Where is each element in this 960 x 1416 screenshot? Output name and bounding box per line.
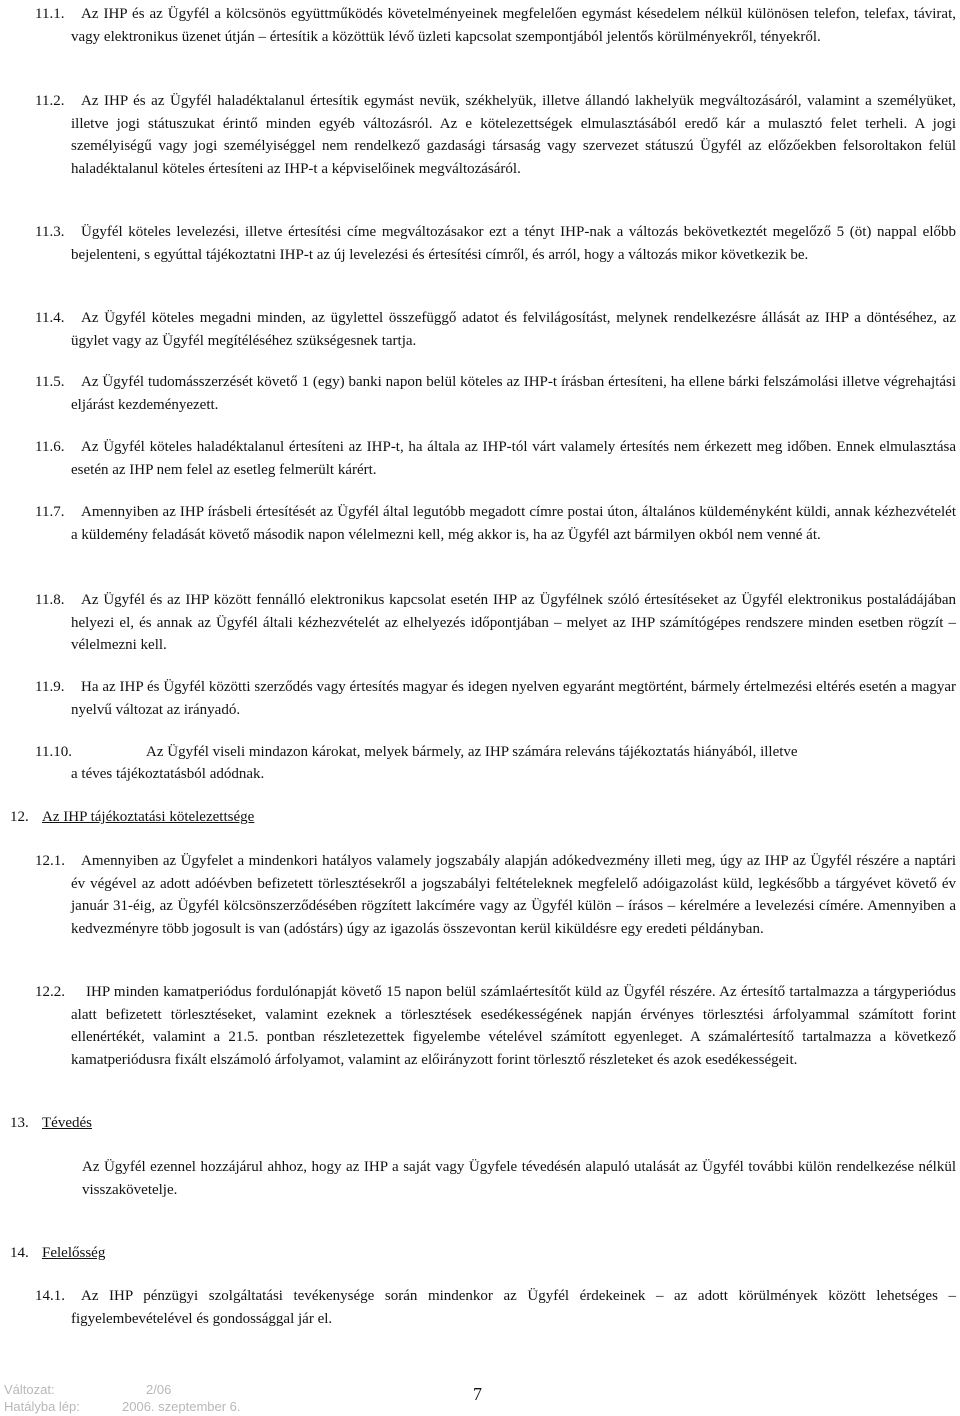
page-number: 7 bbox=[473, 1384, 482, 1404]
section-number: 11.6. bbox=[35, 439, 65, 455]
section-11-3-text: Ügyfél köteles levelezési, illetve értesítési címe megváltozásakor ezt a tényt IHP-nak a változás bekövetkeztét megelőző 5 (öt) nappal előbb bejelenteni, s egyúttal tájékoztatni IHP-t az új levelezési és értesítési címről, és arról, hogy a változás mikor következik be. bbox=[71, 224, 956, 263]
section-13-text: Az Ügyfél ezennel hozzájárul ahhoz, hogy az IHP a saját vagy Ügyfele tévedésén alapuló utalását az Ügyfél további külön rendelkezése nélkül visszakövetelje. bbox=[82, 1159, 956, 1198]
section-number: 11.10. bbox=[35, 744, 72, 760]
section-number: 12.1. bbox=[35, 853, 65, 869]
section-12-2-text: IHP minden kamatperiódus fordulónapját követő 15 napon belül számlaértesítőt küld az Ügyfél részére. Az értesítő tartalmazza a tárgyperiódus alatt befizetett törlesztéseket, valamint ezeknek a törlesztések esedékességének napján érvényes törlesztési árfolyammal számított forint ellenértékét, valamint a 21.5. pontban részletezettek figyelembe vételével számított egyenleget. A számalértesítő tartalmazza a következő kamatperiódusra fixált elszámoló árfolyamot, valamint az előirányzott forint törlesztő részleteket és azok esedékességeit. bbox=[71, 984, 956, 1068]
section-11-9-text: Ha az IHP és Ügyfél közötti szerződés vagy értesítés magyar és idegen nyelven egyaránt megtörtént, bármely értelmezési eltérés esetén a magyar nyelvű változat az irányadó. bbox=[71, 679, 956, 718]
heading-13-title: Tévedés bbox=[42, 1115, 92, 1131]
footer-effective-value: 2006. szeptember 6. bbox=[122, 1399, 241, 1414]
heading-number: 14. bbox=[10, 1245, 29, 1261]
section-11-6-text: Az Ügyfél köteles haladéktalanul értesíteni az IHP-t, ha általa az IHP-tól várt valamely értesítés nem érkezett meg időben. Ennek elmulasztása esetén az IHP nem felel az esetleg felmerült kárért. bbox=[71, 439, 956, 478]
section-number: 11.7. bbox=[35, 504, 65, 520]
footer-effective-label: Hatályba lép: bbox=[4, 1399, 80, 1414]
heading-number: 12. bbox=[10, 809, 29, 825]
section-number: 11.3. bbox=[35, 224, 65, 240]
heading-12-title: Az IHP tájékoztatási kötelezettsége bbox=[42, 809, 255, 825]
section-11-7-text: Amennyiben az IHP írásbeli értesítését az Ügyfél által legutóbb megadott címre postai úton, általános küldeményként küldi, annak kézhezvételét a küldemény feladását követő második napon vélelmezni kell, még akkor is, ha az Ügyfél azt bármilyen okból nem venné át. bbox=[71, 504, 956, 543]
section-14-1-text: Az IHP pénzügyi szolgáltatási tevékenysége során mindenkor az Ügyfél érdekeinek – az adott körülmények között lehetséges – figyelembevételével és gondossággal jár el. bbox=[71, 1288, 956, 1327]
section-11-8-text: Az Ügyfél és az IHP között fennálló elektronikus kapcsolat esetén IHP az Ügyfélnek szóló értesítéseket az Ügyfél elektronikus postaládájában helyezi el, és annak az Ügyfél általi kézhezvételét az elhelyezés időpontjában – melyet az IHP számítógépes rendszere minden esetben rögzít – vélelmezni kell. bbox=[71, 592, 956, 653]
section-11-5-text: Az Ügyfél tudomásszerzését követő 1 (egy) banki napon belül köteles az IHP-t írásban értesíteni, ha ellene bárki felszámolási illetve végrehajtási eljárást kezdeményezett. bbox=[71, 374, 956, 413]
footer-version-label: Változat: bbox=[4, 1382, 55, 1397]
section-number: 11.1. bbox=[35, 6, 65, 22]
section-11-10-text-line1: Az Ügyfél viseli mindazon károkat, melyek bármely, az IHP számára releváns tájékoztatás hiányából, illetve bbox=[146, 744, 798, 760]
section-number: 11.9. bbox=[35, 679, 65, 695]
section-number: 11.4. bbox=[35, 310, 65, 326]
section-12-1-text: Amennyiben az Ügyfelet a mindenkori hatályos valamely jogszabály alapján adókedvezmény illeti meg, úgy az IHP az Ügyfél részére a naptári év végével az adott adóévben befizetett törlesztésekről a jogszabályi feltételeknek megfelelő adóigazolást küld, legkésőbb a tárgyévet követő év január 31-éig, az Ügyfél kölcsönszerződésében rögzített lakcímére vagy az Ügyfél külön – írásos – kérelmére a levelezési címére. Amennyiben a kedvezményre több jogosult is van (adóstárs) úgy az igazolás összevontan kerül kiküldésre egy eredeti példányban. bbox=[71, 853, 956, 937]
footer-version-value: 2/06 bbox=[146, 1382, 172, 1397]
section-number: 12.2. bbox=[35, 984, 65, 1000]
section-number: 11.2. bbox=[35, 93, 65, 109]
section-number: 11.8. bbox=[35, 592, 65, 608]
section-number: 14.1. bbox=[35, 1288, 65, 1304]
heading-14-title: Felelősség bbox=[42, 1245, 106, 1261]
section-11-4-text: Az Ügyfél köteles megadni minden, az ügylettel összefüggő adatot és felvilágosítást, melynek rendelkezésre állását az IHP a döntéséhez, az ügylet vagy az Ügyfél megítéléséhez szükségesnek tartja. bbox=[71, 310, 956, 349]
section-11-10-text-line2: a téves tájékoztatásból adódnak. bbox=[71, 766, 265, 782]
heading-number: 13. bbox=[10, 1115, 29, 1131]
section-number: 11.5. bbox=[35, 374, 65, 390]
section-11-1-text: Az IHP és az Ügyfél a kölcsönös együttműködés követelményeinek megfelelően egymást késedelem nélkül különösen telefon, telefax, távirat, vagy elektronikus üzenet útján – értesítik a közöttük lévő üzleti kapcsolat szempontjából jelentős körülményekről, tényekről. bbox=[71, 6, 956, 45]
section-11-2-text: Az IHP és az Ügyfél haladéktalanul értesítik egymást nevük, székhelyük, illetve állandó lakhelyük megváltozásáról, valamint a személyüket, illetve jogi státuszukat érintő minden egyéb változásról. Az e kötelezettségek elmulasztásából eredő kár a mulasztó felet terheli. A jogi személyiségű vagy jogi személyiséggel nem rendelkező gazdasági társaság vagy szervezet státuszú Ügyfél az előzőekben felsoroltakon felül haladéktalanul köteles értesíteni az IHP-t a képviselőinek megváltozásáról. bbox=[71, 93, 956, 177]
